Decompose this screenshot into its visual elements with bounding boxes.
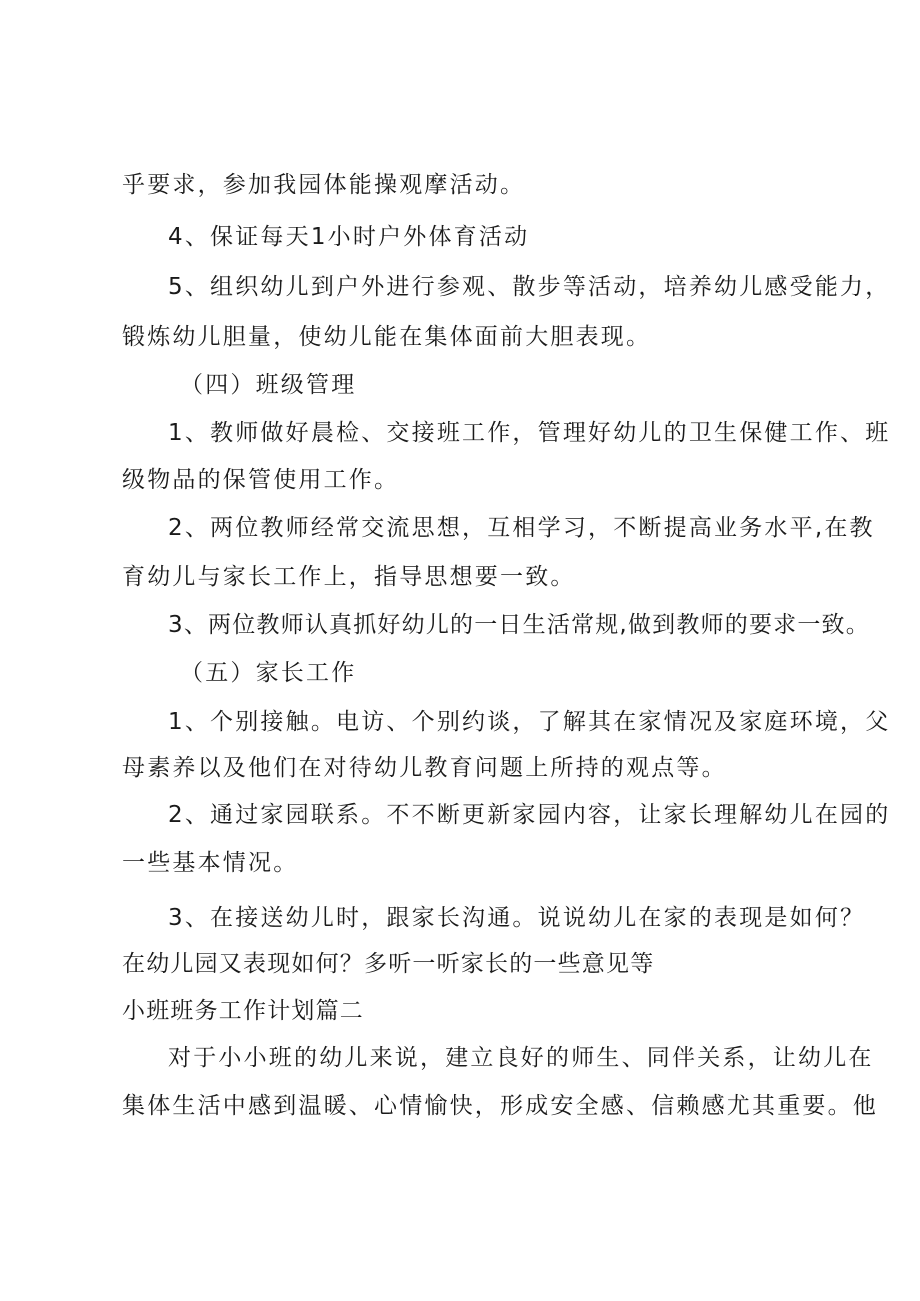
paragraph-line: 级物品的保管使用工作。 bbox=[122, 467, 400, 493]
paragraph-line: 锻炼幼儿胆量，使幼儿能在集体面前大胆表现。 bbox=[122, 324, 652, 350]
section-heading-parent-work: （五）家长工作 bbox=[180, 660, 357, 686]
paragraph-line: 母素养以及他们在对待幼儿教育问题上所持的观点等。 bbox=[122, 755, 727, 781]
list-item-5: 5、组织幼儿到户外进行参观、散步等活动，培养幼儿感受能力， bbox=[168, 274, 891, 300]
paragraph-line: 一些基本情况。 bbox=[122, 850, 299, 876]
list-item-2: 2、两位教师经常交流思想，互相学习，不断提高业务水平,在教 bbox=[168, 515, 875, 541]
paragraph-line: 在幼儿园又表现如何？多听一听家长的一些意见等 bbox=[122, 951, 655, 977]
paragraph-line: 集体生活中感到温暖、心情愉快，形成安全感、信赖感尤其重要。他 bbox=[122, 1093, 878, 1119]
paragraph-line: 对于小小班的幼儿来说，建立良好的师生、同伴关系，让幼儿在 bbox=[168, 1045, 874, 1071]
list-item-1: 1、个别接触。电访、个别约谈，了解其在家情况及家庭环境，父 bbox=[168, 709, 891, 735]
list-item-2: 2、通过家园联系。不不断更新家园内容，让家长理解幼儿在园的 bbox=[168, 802, 891, 828]
list-item-3: 3、两位教师认真抓好幼儿的一日生活常规,做到教师的要求一致。 bbox=[168, 612, 870, 638]
list-item-4: 4、保证每天1小时户外体育活动 bbox=[168, 224, 530, 250]
section-heading-class-management: （四）班级管理 bbox=[180, 372, 357, 398]
paragraph-line: 乎要求，参加我园体能操观摩活动。 bbox=[122, 172, 526, 198]
paragraph-line: 育幼儿与家长工作上，指导思想要一致。 bbox=[122, 564, 576, 590]
list-item-1: 1、教师做好晨检、交接班工作，管理好幼儿的卫生保健工作、班 bbox=[168, 420, 891, 446]
list-item-3: 3、在接送幼儿时，跟家长沟通。说说幼儿在家的表现是如何？ bbox=[168, 905, 866, 931]
section-title: 小班班务工作计划篇二 bbox=[122, 998, 364, 1024]
